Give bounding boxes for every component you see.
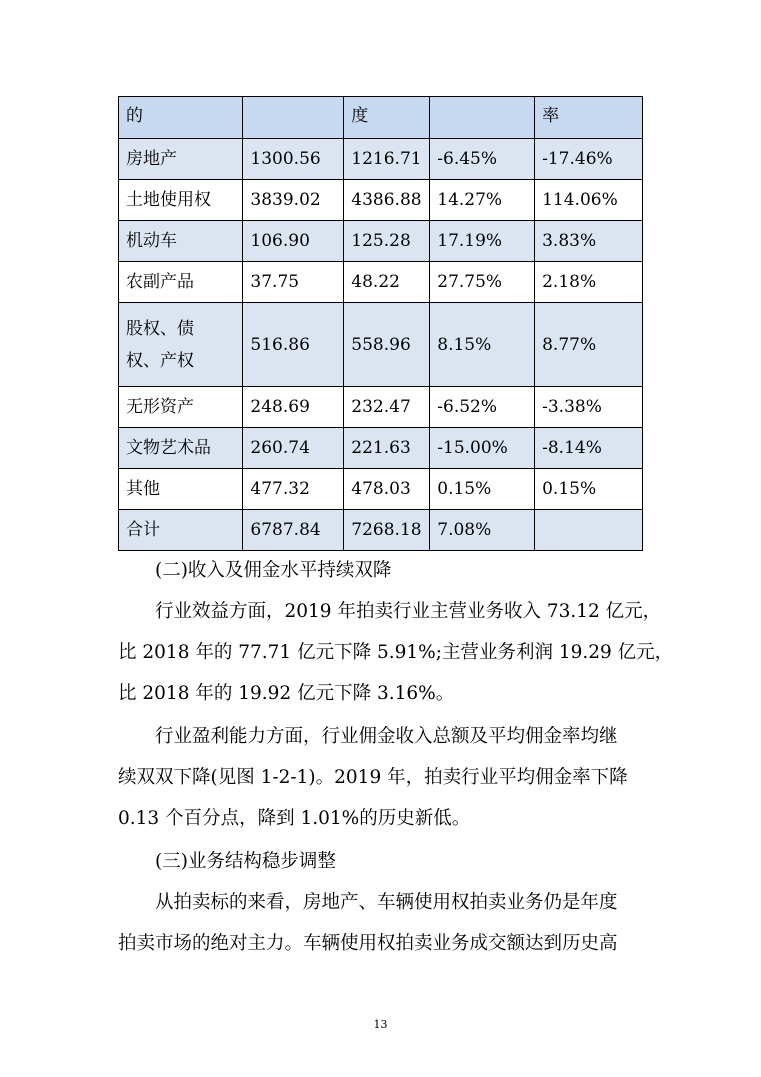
row-label-cell: 其他 <box>119 469 243 510</box>
value-cell: 3.83% <box>535 221 643 262</box>
value-cell: 221.63 <box>344 428 430 469</box>
value-cell: 477.32 <box>243 469 344 510</box>
value-cell: 558.96 <box>344 303 430 387</box>
row-label-cell: 无形资产 <box>119 387 243 428</box>
value-cell: 0.15% <box>535 469 643 510</box>
row-label-cell: 股权、债 权、产权 <box>119 303 243 387</box>
value-cell: 260.74 <box>243 428 344 469</box>
value-cell: -15.00% <box>430 428 535 469</box>
value-cell: 516.86 <box>243 303 344 387</box>
paragraph-line: 续双双下降(见图 1-2-1)。2019 年，拍卖行业平均佣金率下降 <box>118 767 628 788</box>
table-row <box>119 262 643 303</box>
value-cell: 2.18% <box>535 262 643 303</box>
value-cell: 37.75 <box>243 262 344 303</box>
row-label-cell: 土地使用权 <box>119 180 243 221</box>
value-cell: 7268.18 <box>344 510 430 551</box>
value-cell: 7.08% <box>430 510 535 551</box>
page-number: 13 <box>373 1018 388 1031</box>
table-row <box>119 510 643 551</box>
header-cell <box>243 97 344 139</box>
value-cell: 3839.02 <box>243 180 344 221</box>
value-cell: 6787.84 <box>243 510 344 551</box>
value-cell: 125.28 <box>344 221 430 262</box>
paragraph-line: 拍卖市场的绝对主力。车辆使用权拍卖业务成交额达到历史高 <box>118 933 618 954</box>
row-label-cell: 农副产品 <box>119 262 243 303</box>
row-label-cell: 文物艺术品 <box>119 428 243 469</box>
header-cell: 度 <box>344 97 430 139</box>
header-cell: 的 <box>119 97 243 139</box>
row-label-cell: 合计 <box>119 510 243 551</box>
value-cell: -8.14% <box>535 428 643 469</box>
paragraph-line: 行业盈利能力方面，行业佣金收入总额及平均佣金率均继 <box>155 726 618 747</box>
value-cell: 14.27% <box>430 180 535 221</box>
section-heading-3: (三)业务结构稳步调整 <box>155 851 336 872</box>
table-row <box>119 469 643 510</box>
value-cell: 17.19% <box>430 221 535 262</box>
value-cell: 478.03 <box>344 469 430 510</box>
value-cell: -17.46% <box>535 139 643 180</box>
table-row <box>119 221 643 262</box>
value-cell: 248.69 <box>243 387 344 428</box>
header-cell <box>430 97 535 139</box>
paragraph-line: 行业效益方面，2019 年拍卖行业主营业务收入 73.12 亿元， <box>155 601 662 622</box>
value-cell: -6.45% <box>430 139 535 180</box>
value-cell <box>535 510 643 551</box>
table-row <box>119 428 643 469</box>
value-cell: 4386.88 <box>344 180 430 221</box>
row-label-cell: 房地产 <box>119 139 243 180</box>
value-cell: -6.52% <box>430 387 535 428</box>
value-cell: 114.06% <box>535 180 643 221</box>
table-row <box>119 139 643 180</box>
paragraph-line: 比 2018 年的 19.92 亿元下降 3.16%。 <box>118 683 455 704</box>
section-heading-2: (二)收入及佣金水平持续双降 <box>155 560 392 581</box>
value-cell: 8.15% <box>430 303 535 387</box>
header-cell: 率 <box>535 97 643 139</box>
auction-data-table <box>118 96 643 551</box>
value-cell: 48.22 <box>344 262 430 303</box>
table-row <box>119 180 643 221</box>
value-cell: 27.75% <box>430 262 535 303</box>
value-cell: 8.77% <box>535 303 643 387</box>
table-row <box>119 303 643 387</box>
table-header-row <box>119 97 643 139</box>
paragraph-line: 比 2018 年的 77.71 亿元下降 5.91%;主营业务利润 19.29 亿元， <box>118 642 674 663</box>
value-cell: 1300.56 <box>243 139 344 180</box>
value-cell: 1216.71 <box>344 139 430 180</box>
value-cell: 0.15% <box>430 469 535 510</box>
value-cell: 106.90 <box>243 221 344 262</box>
value-cell: 232.47 <box>344 387 430 428</box>
row-label-cell: 机动车 <box>119 221 243 262</box>
table-row <box>119 387 643 428</box>
paragraph-line: 0.13 个百分点，降到 1.01%的历史新低。 <box>118 808 471 829</box>
value-cell: -3.38% <box>535 387 643 428</box>
paragraph-line: 从拍卖标的来看，房地产、车辆使用权拍卖业务仍是年度 <box>155 892 618 913</box>
